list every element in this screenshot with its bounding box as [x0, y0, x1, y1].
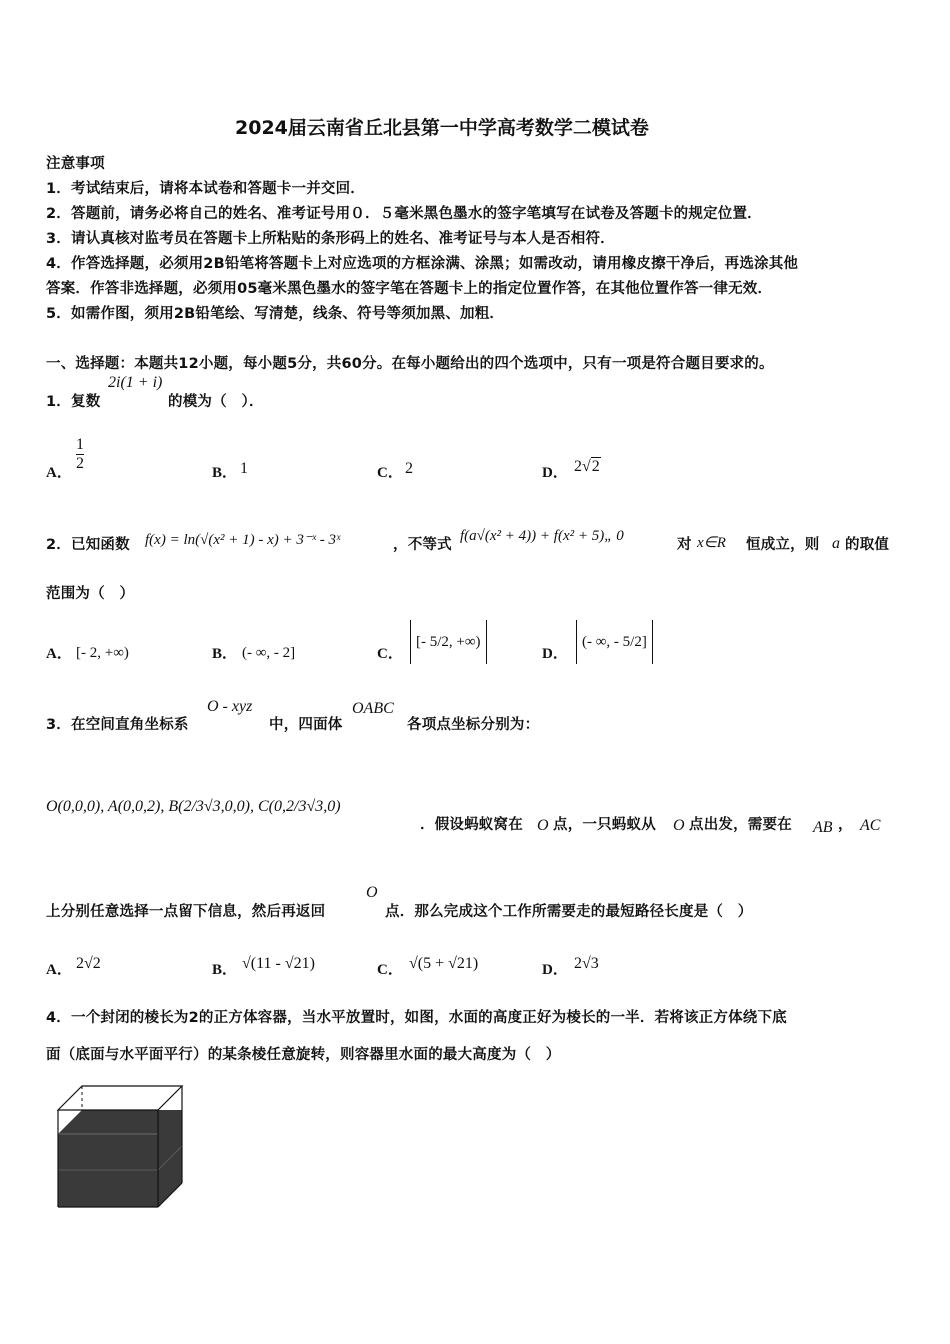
q1-tail: 的模为（ ）．: [168, 394, 264, 410]
cube-water-figure: [50, 1080, 190, 1212]
q3-coordinates: O(0,0,0), A(0,0,2), B(2/3√3,0,0), C(0,2/3√3,0): [46, 798, 341, 815]
q3-line3a: 上分别任意选择一点留下信息，然后再返回: [46, 904, 326, 920]
q3-text1: ．假设蚂蚁窝在: [420, 817, 523, 833]
q2-option-d-value: [576, 620, 653, 664]
notice-item: 5．如需作图，须用2B铅笔绘、写清楚，线条、符号等须加黑、加粗．: [46, 306, 505, 322]
q3-text3: 点出发，需要在: [689, 817, 792, 833]
q3-comma: ，: [838, 817, 853, 833]
q2-inequality: f(a√(x² + 4)) + f(x² + 5)„ 0: [460, 528, 624, 544]
q3-mid: 中，四面体: [269, 717, 343, 733]
q1-option-c-label: C．: [377, 465, 403, 481]
cube-top-face: [58, 1086, 182, 1110]
page-title: 2024届云南省丘北县第一中学高考数学二模试卷: [235, 117, 649, 139]
q3-option-c-label: C．: [377, 962, 403, 978]
water-volume: [58, 1110, 182, 1207]
section-heading: 一、选择题：本题共12小题，每小题5分，共60分。在每小题给出的四个选项中，只有一项是符合题目要求的。: [46, 356, 774, 372]
q1-option-d-value: [574, 458, 601, 476]
q2-mid: ，不等式: [393, 537, 452, 553]
q1-option-a-fraction: [76, 436, 84, 472]
q3-option-b-value: √(11 - √21): [242, 955, 315, 972]
notice-item: 3．请认真核对监考员在答题卡上所粘贴的条形码上的姓名、准考证号与本人是否相符．: [46, 231, 615, 247]
q2-option-c-text: [- 5/2, +∞): [416, 633, 481, 650]
q1-option-a-label: A．: [46, 465, 72, 481]
q2-option-d-text: (- ∞, - 5/2]: [582, 633, 647, 650]
q2-option-d-label: D．: [542, 646, 568, 662]
q2-option-c-label: C．: [377, 646, 403, 662]
q2-tail2: 的取值: [845, 537, 890, 553]
q2-option-b-label: B．: [212, 646, 238, 662]
q3-lead: 3．在空间直角坐标系: [46, 717, 189, 733]
fraction-numerator: 1: [76, 436, 84, 453]
q2-variable: a: [832, 535, 840, 552]
q1-expression: 2i(1 + i): [108, 374, 163, 391]
q2-option-c-value: [410, 620, 487, 664]
q1-lead: 1．复数: [46, 394, 101, 410]
q3-coordinate-system: O - xyz: [207, 698, 253, 715]
q3-option-b-label: B．: [212, 962, 238, 978]
radicand: 2: [591, 458, 600, 475]
q3-segment-ac: AC: [860, 817, 881, 834]
q3-point-o: O: [537, 817, 549, 834]
q3-text2: 点，一只蚂蚁从: [553, 817, 656, 833]
notice-item: 2．答题前，请务必将自己的姓名、准考证号用０．５毫米黑色墨水的签字笔填写在试卷及答题卡的规定位置．: [46, 206, 762, 222]
q2-line2: 范围为（ ）: [46, 586, 135, 602]
q1-option-b-label: B．: [212, 465, 238, 481]
q1-option-b-value: 1: [240, 460, 248, 477]
q1-option-d-label: D．: [542, 465, 568, 481]
notice-heading: 注意事项: [46, 156, 105, 172]
coefficient: 2: [574, 458, 582, 475]
q2-option-a-value: [- 2, +∞): [76, 645, 129, 661]
notice-item: 答案．作答非选择题，必须用05毫米黑色墨水的签字笔在答题卡上的指定位置作答，在其他位置作答一律无效．: [46, 281, 773, 297]
notice-item: 1．考试结束后，请将本试卷和答题卡一并交回．: [46, 181, 365, 197]
q3-option-d-label: D．: [542, 962, 568, 978]
q3-point-o: O: [366, 884, 378, 901]
fraction-denominator: 2: [76, 454, 84, 472]
q2-condition: x∈R: [697, 535, 726, 551]
q2-lead: 2．已知函数: [46, 537, 130, 553]
q3-tetrahedron: OABC: [352, 700, 394, 717]
q2-option-a-label: A．: [46, 646, 72, 662]
q3-line3b: 点．那么完成这个工作所需要走的最短路径长度是（ ）: [385, 904, 753, 920]
q3-option-a-value: 2√2: [76, 955, 101, 972]
notice-item: 4．作答选择题，必须用2B铅笔将答题卡上对应选项的方框涂满、涂黑；如需改动，请用橡皮擦干净后，再选涂其他: [46, 256, 799, 272]
q3-option-a-label: A．: [46, 962, 72, 978]
q3-option-d-value: 2√3: [574, 955, 599, 972]
q2-function: f(x) = ln(√(x² + 1) - x) + 3⁻ˣ - 3ˣ: [145, 532, 341, 548]
q4-line1: 4．一个封闭的棱长为2的正方体容器，当水平放置时，如图，水面的高度正好为棱长的一半．若将该正方体绕下底: [46, 1010, 787, 1026]
q3-tail: 各项点坐标分别为：: [407, 717, 540, 733]
q1-option-c-value: 2: [405, 460, 413, 477]
q2-dui: 对: [677, 537, 692, 553]
q3-segment-ab: AB: [813, 819, 833, 836]
q3-point-o: O: [673, 817, 685, 834]
q2-option-b-value: (- ∞, - 2]: [242, 645, 296, 661]
radical-sign: √: [582, 458, 591, 475]
q2-tail1: 恒成立，则: [746, 537, 820, 553]
q4-line2: 面（底面与水平面平行）的某条棱任意旋转，则容器里水面的最大高度为（ ）: [46, 1047, 561, 1063]
q3-option-c-value: √(5 + √21): [409, 955, 479, 972]
